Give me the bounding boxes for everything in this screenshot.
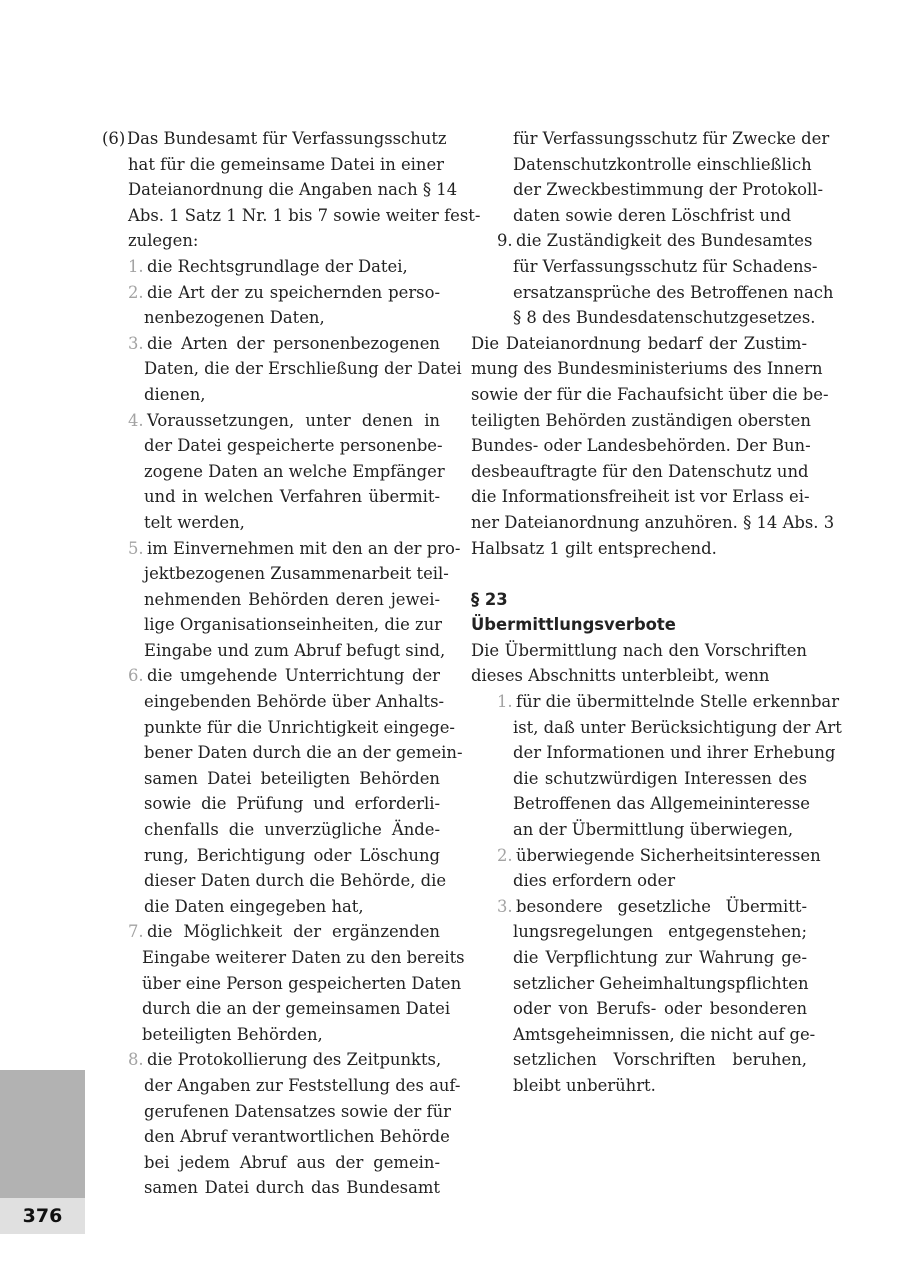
list-number: 2.	[128, 282, 144, 302]
section-list-item-2: 2. überwiegende Sicherheitsinteressen	[471, 843, 807, 869]
closing-paragraph-line: desbeauftragte für den Datenschutz und	[471, 461, 809, 481]
list-item-1: 1. die Rechtsgrundlage der Datei,	[102, 254, 440, 280]
paragraph-6-line: Dateianordnung die Angaben nach § 14	[128, 180, 458, 200]
list-item-line: für Verfassungsschutz für Schadens-	[513, 256, 818, 276]
left-column	[102, 126, 481, 1201]
list-item-line: die schutzwürdigen Interessen des	[513, 768, 807, 788]
closing-paragraph-line: Bundes- oder Landesbehörden. Der Bun-	[471, 436, 811, 456]
list-item-line: der Angaben zur Feststellung des auf-	[144, 1075, 461, 1095]
list-item-line: bei jedem Abruf aus der gemein-	[144, 1152, 440, 1172]
paragraph-6-line: hat für die gemeinsame Datei in einer	[128, 154, 444, 174]
list-item-line: bener Daten durch die an der gemein-	[144, 743, 463, 763]
list-item-9: 9. die Zuständigkeit des Bundesamtes	[471, 228, 807, 254]
paragraph-6-line: Abs. 1 Satz 1 Nr. 1 bis 7 sowie weiter fest-	[128, 205, 481, 225]
list-item-line: zogene Daten an welche Empfänger	[144, 461, 445, 481]
list-item-line: gerufenen Datensatzes sowie der für	[144, 1101, 452, 1121]
closing-paragraph-line: die Informationsfreiheit ist vor Erlass ei-	[471, 487, 810, 507]
list-item-line: die Verpflichtung zur Wahrung ge-	[513, 948, 807, 967]
list-item-line: und in welchen Verfahren übermit-	[144, 487, 440, 507]
list-item-line: samen Datei durch das Bundesamt	[144, 1178, 440, 1198]
closing-paragraph-line: ner Dateianordnung anzuhören. § 14 Abs. 3	[471, 512, 835, 532]
list-item-line: § 8 des Bundesdatenschutzgesetzes.	[513, 308, 816, 328]
list-item-line: samen Datei beteiligten Behörden	[144, 768, 440, 788]
list-item-line: punkte für die Unrichtigkeit eingege-	[144, 717, 455, 737]
list-item-line: oder von Berufs- oder besonderen	[513, 999, 807, 1019]
list-item-line: chenfalls die unverzügliche Ände-	[144, 820, 440, 840]
list-item-line: telt werden,	[144, 512, 245, 532]
list-item-line: nehmenden Behörden deren jewei-	[144, 589, 440, 609]
section-intro-line: dieses Abschnitts unterbleibt, wenn	[471, 666, 770, 686]
list-item-line: dieser Daten durch die Behörde, die	[144, 871, 447, 891]
list-item-line: dies erfordern oder	[513, 871, 676, 891]
paragraph-6-line: zulegen:	[128, 231, 199, 251]
list-item-line: daten sowie deren Löschfrist und	[513, 205, 792, 225]
list-item-line: rung, Berichtigung oder Löschung	[144, 845, 440, 865]
list-item-line: beteiligten Behörden,	[142, 1024, 323, 1044]
list-item-line: Daten, die der Erschließung der Datei	[144, 359, 462, 379]
closing-paragraph-line: Halbsatz 1 gilt entsprechend.	[471, 538, 717, 558]
right-column	[471, 126, 842, 1099]
list-number: 7.	[128, 922, 144, 942]
closing-paragraph-line: Die Dateianordnung bedarf der Zustim-	[471, 333, 807, 353]
list-item-line: der Datei gespeicherte personenbe-	[144, 436, 443, 456]
list-item-line: sowie die Prüfung und erforderli-	[144, 794, 440, 814]
list-number: 1.	[497, 692, 513, 712]
list-number: 4.	[128, 410, 144, 430]
list-item-line: Amtsgeheimnissen, die nicht auf ge-	[513, 1024, 816, 1044]
list-item-line: lige Organisationseinheiten, die zur	[144, 615, 443, 635]
list-item-line: durch die an der gemeinsamen Datei	[142, 999, 451, 1019]
list-item-line: jektbezogenen Zusammenarbeit teil-	[144, 564, 449, 584]
list-item-line: dienen,	[144, 384, 206, 404]
closing-paragraph-line: teiligten Behörden zuständigen obersten	[471, 410, 811, 430]
list-item-line: setzlicher Geheimhaltungspflichten	[513, 973, 809, 993]
list-item-line: Eingabe und zum Abruf befugt sind,	[144, 640, 446, 660]
list-item-line: lungsregelungen entgegenstehen;	[513, 922, 807, 942]
list-item-8: 8. die Protokollierung des Zeitpunkts,	[102, 1047, 440, 1073]
list-item-line: Betroffenen das Allgemeininteresse	[513, 794, 810, 814]
side-tab-marker	[0, 1070, 85, 1198]
list-item-5: 5. im Einvernehmen mit den an der pro-	[102, 536, 440, 562]
list-item-line: den Abruf verantwortlichen Behörde	[144, 1127, 450, 1147]
list-number: 9.	[497, 231, 513, 251]
paragraph-6-line: (6) Das Bundesamt für Verfassungsschutz	[102, 126, 440, 152]
section-number: § 23	[471, 589, 508, 609]
closing-paragraph-line: mung des Bundesministeriums des Innern	[471, 359, 823, 379]
section-list-item-3: 3. besondere gesetzliche Übermitt-	[471, 894, 807, 920]
list-item-7: 7. die Möglichkeit der ergänzenden	[102, 919, 440, 945]
list-item-line: für Verfassungsschutz für Zwecke der	[513, 129, 830, 148]
list-item-line: über eine Person gespeicherten Daten	[142, 973, 462, 993]
list-item-6: 6. die umgehende Unterrichtung der	[102, 663, 440, 689]
section-intro-line: Die Übermittlung nach den Vorschriften	[471, 640, 807, 660]
list-item-line: setzlichen Vorschriften beruhen,	[513, 1050, 807, 1070]
list-item-line: bleibt unberührt.	[513, 1075, 656, 1095]
list-item-line: nenbezogenen Daten,	[144, 308, 325, 328]
list-number: 1.	[128, 256, 144, 276]
paragraph-6-number: (6)	[102, 129, 126, 148]
list-item-line: an der Übermittlung überwiegen,	[513, 820, 794, 840]
list-number: 5.	[128, 538, 144, 558]
list-item-line: ist, daß unter Berücksichtigung der Art	[513, 717, 842, 737]
section-list-item-1: 1. für die übermittelnde Stelle erkennbar	[471, 689, 807, 715]
list-item-4: 4. Voraussetzungen, unter denen in	[102, 408, 440, 434]
list-item-2: 2. die Art der zu speichernden perso-	[102, 280, 440, 306]
list-number: 8.	[128, 1050, 144, 1070]
list-item-line: eingebenden Behörde über Anhalts-	[144, 692, 445, 712]
section-title: Übermittlungsverbote	[471, 615, 676, 635]
page-number: 376	[22, 1205, 63, 1227]
list-number: 3.	[128, 333, 144, 353]
list-item-line: Datenschutzkontrolle einschließlich	[513, 154, 812, 174]
list-number: 6.	[128, 666, 144, 686]
closing-paragraph-line: sowie der für die Fachaufsicht über die be-	[471, 384, 829, 404]
list-item-line: ersatzansprüche des Betroffenen nach	[513, 282, 834, 302]
list-item-line: der Informationen und ihrer Erhebung	[513, 743, 836, 763]
list-item-line: Eingabe weiterer Daten zu den bereits	[142, 948, 465, 967]
list-item-line: die Daten eingegeben hat,	[144, 896, 364, 916]
list-number: 3.	[497, 896, 513, 916]
list-item-3: 3. die Arten der personenbezogenen	[102, 331, 440, 357]
list-item-line: der Zweckbestimmung der Protokoll-	[513, 180, 824, 200]
list-number: 2.	[497, 845, 513, 865]
